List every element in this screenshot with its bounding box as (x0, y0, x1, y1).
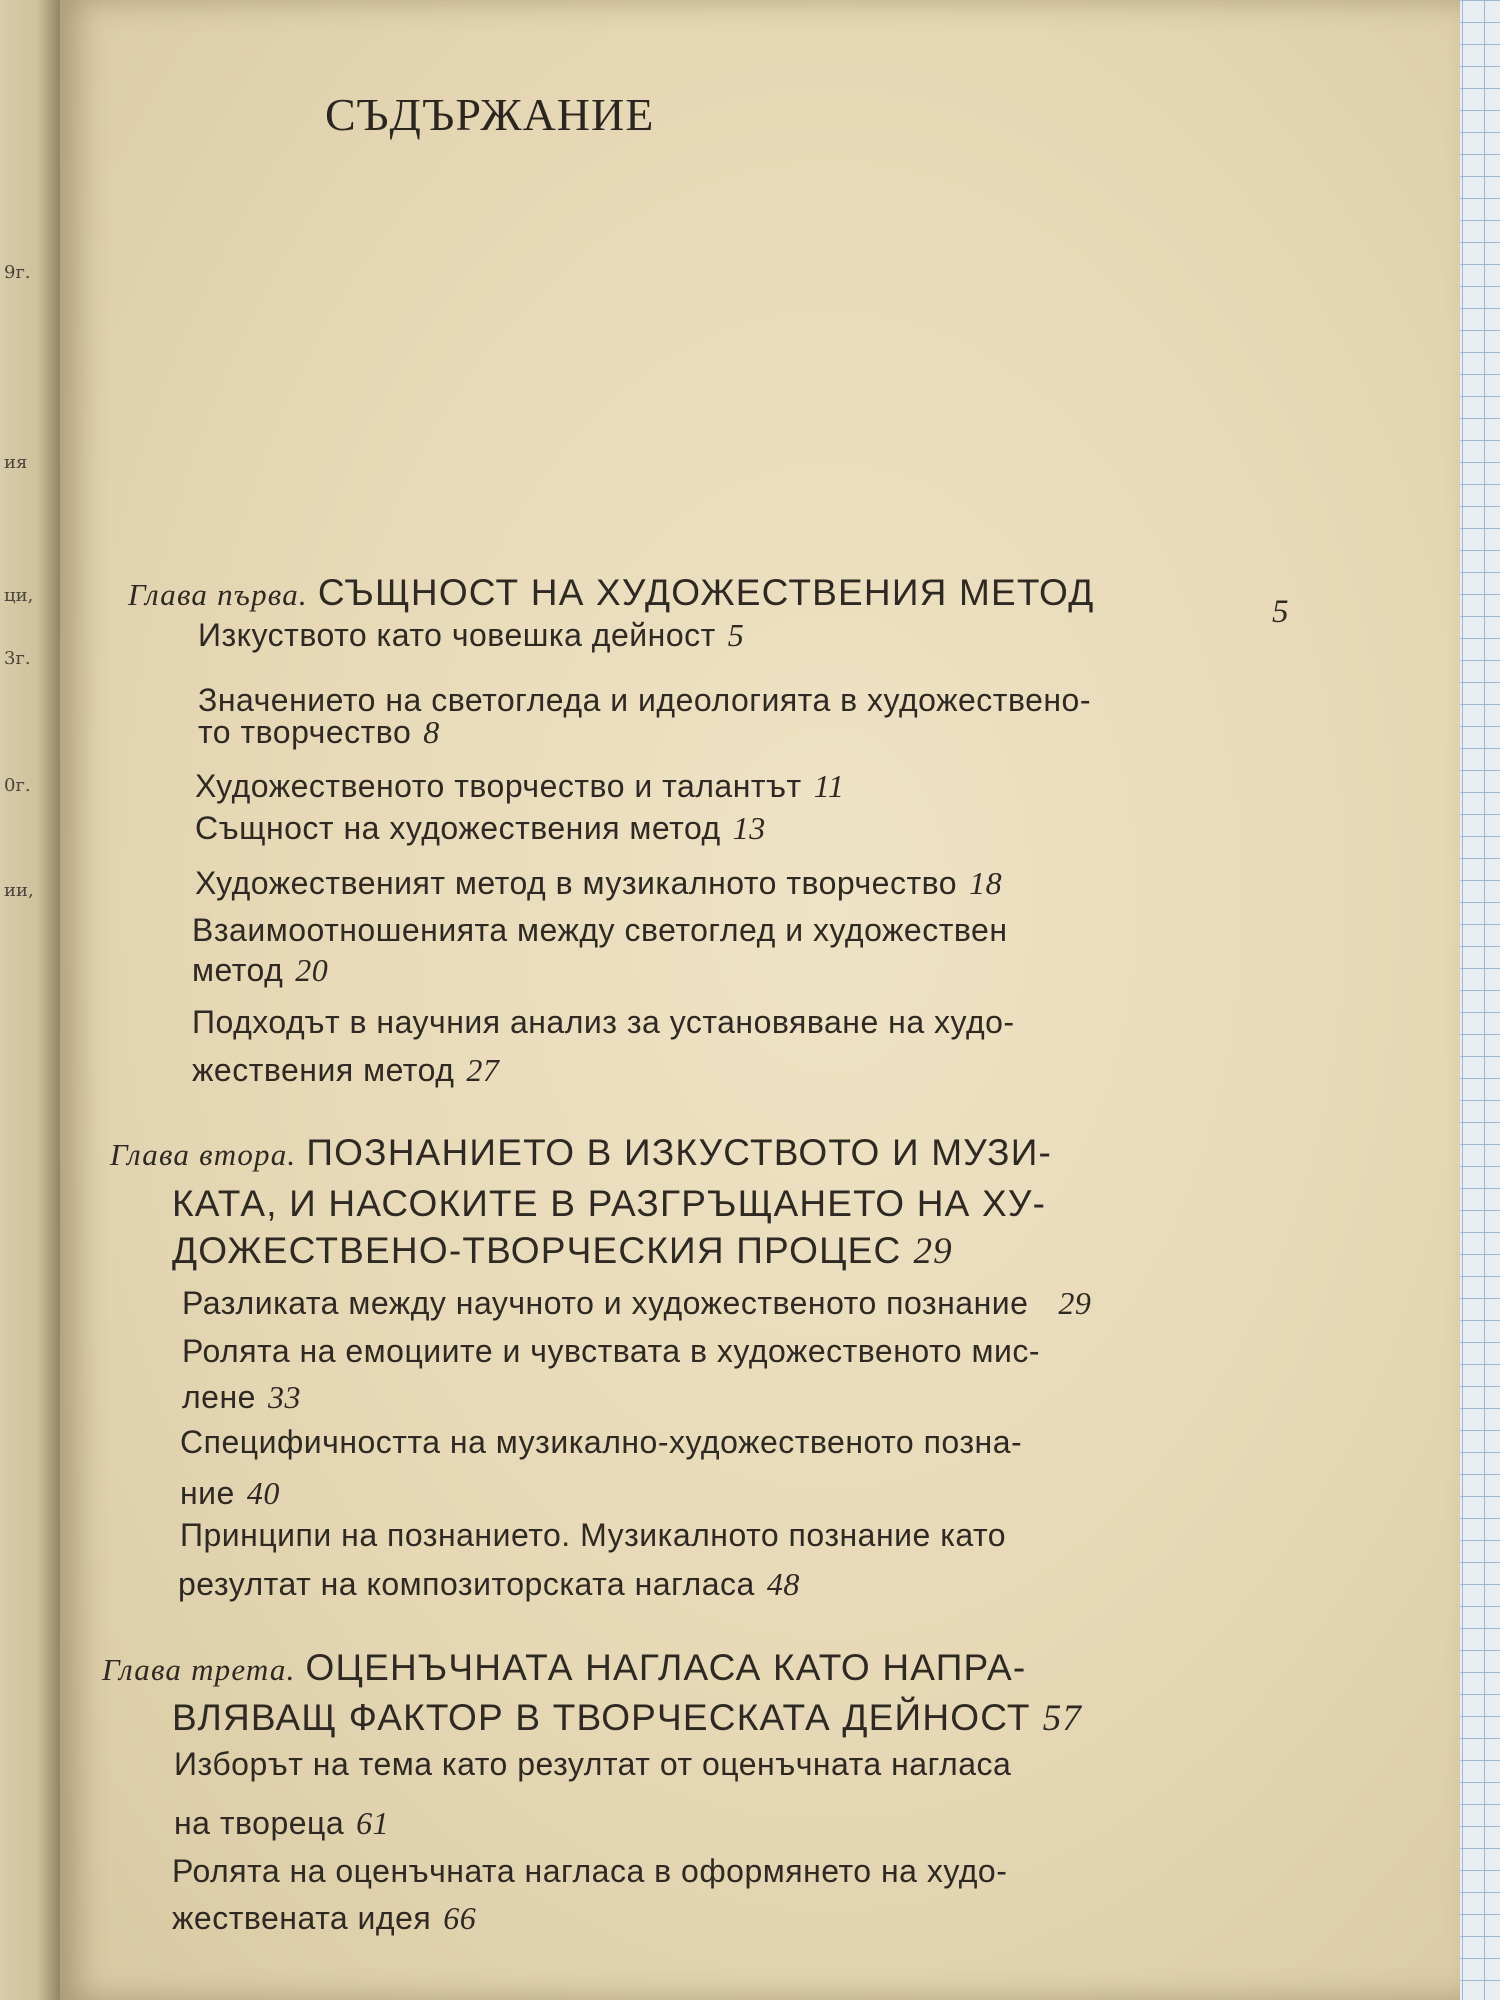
chapter-title: СЪЩНОСТ НА ХУДОЖЕСТВЕНИЯ МЕТОД (317, 572, 1095, 613)
section-entry: Художественото творчество и талантът 11 (195, 768, 845, 804)
section-entry-continued: резултат на композиторската нагласа 48 (178, 1566, 800, 1602)
chapter-heading (110, 1132, 1052, 1174)
section-entry: Изборът на тема като резултат от оценъчната нагласа (174, 1746, 1012, 1782)
left-page-mark: 3г. (4, 648, 31, 669)
section-entry-continued: жествения метод 27 (192, 1052, 500, 1088)
section-page-number: 29 (1058, 1285, 1092, 1321)
left-page-mark: ци, (4, 585, 34, 606)
left-page-mark: ии, (4, 880, 34, 901)
section-page-number: 8 (423, 714, 440, 750)
section-entry: Значението на светогледа и идеологията в художествено- (198, 682, 1091, 718)
chapter-heading (128, 572, 1094, 614)
section-page-number: 13 (732, 810, 766, 846)
chapter-title-continued: ВЛЯВАЩ ФАКТОР В ТВОРЧЕСКАТА ДЕЙНОСТ 57 (172, 1697, 1083, 1739)
section-page-number: 5 (727, 617, 745, 653)
chapter-page-number: 5 (1272, 594, 1289, 630)
book-page (60, 0, 1460, 2000)
section-page-number: 66 (443, 1900, 477, 1936)
section-entry: Ролята на емоциите и чувствата в художественото мис- (182, 1333, 1040, 1369)
chapter-title-continued: КАТА, И НАСОКИТЕ В РАЗГРЪЩАНЕТО НА ХУ- (172, 1183, 1047, 1224)
section-entry: Изкуството като човешка дейност 5 (198, 617, 745, 653)
section-entry-continued: то творчество 8 (198, 714, 440, 750)
section-page-number: 20 (295, 952, 329, 988)
section-page-number: 18 (969, 865, 1003, 901)
section-entry-continued: лене 33 (182, 1379, 301, 1415)
section-page-number: 40 (246, 1475, 280, 1511)
section-entry: Художественият метод в музикалното творчество 18 (195, 865, 1003, 901)
chapter-title: ОЦЕНЪЧНАТА НАГЛАСА КАТО НАПРА- (305, 1647, 1027, 1688)
chapter-page-number: 29 (913, 1231, 953, 1272)
section-page-number: 33 (267, 1379, 301, 1415)
left-page-mark: ия (4, 452, 28, 473)
left-page-mark: 9г. (4, 262, 31, 283)
left-page-mark: 0г. (4, 775, 31, 796)
section-entry: Същност на художествения метод 13 (195, 810, 766, 846)
section-entry-continued: ние 40 (180, 1475, 280, 1511)
section-entry: Взаимоотношенията между светоглед и художествен (192, 912, 1008, 948)
section-entry: Подходът в научния анализ за установяване на худо- (192, 1004, 1015, 1040)
page-title: СЪДЪРЖАНИЕ (325, 89, 655, 140)
chapter-label: Глава втора. (110, 1137, 297, 1172)
section-entry: Ролята на оценъчната нагласа в оформянето на худо- (172, 1853, 1008, 1889)
section-entry-continued: жествената идея 66 (172, 1900, 477, 1936)
section-page-number: 27 (466, 1052, 500, 1088)
left-facing-page (0, 0, 62, 2000)
section-entry: Разликата между научното и художественото познание 29 (182, 1285, 1092, 1321)
chapter-title-continued: ДОЖЕСТВЕНО-ТВОРЧЕСКИЯ ПРОЦЕС 29 (172, 1230, 953, 1272)
chapter-label: Глава първа. (128, 577, 308, 612)
chapter-label: Глава трета. (102, 1652, 296, 1687)
section-entry: Принципи на познанието. Музикалното познание като (180, 1517, 1007, 1553)
chapter-title: ПОЗНАНИЕТО В ИЗКУСТВОТО И МУЗИ- (306, 1132, 1053, 1173)
section-entry-continued: метод 20 (192, 952, 329, 988)
table-of-contents (60, 0, 1460, 2000)
chapter-page-number: 57 (1042, 1698, 1083, 1739)
section-entry: Специфичността на музикално-художественото позна- (180, 1424, 1023, 1460)
section-page-number: 61 (356, 1805, 390, 1841)
section-page-number: 11 (813, 768, 845, 804)
section-entry-continued: на твореца 61 (174, 1805, 390, 1841)
section-page-number: 48 (766, 1566, 800, 1602)
chapter-heading (102, 1647, 1026, 1689)
